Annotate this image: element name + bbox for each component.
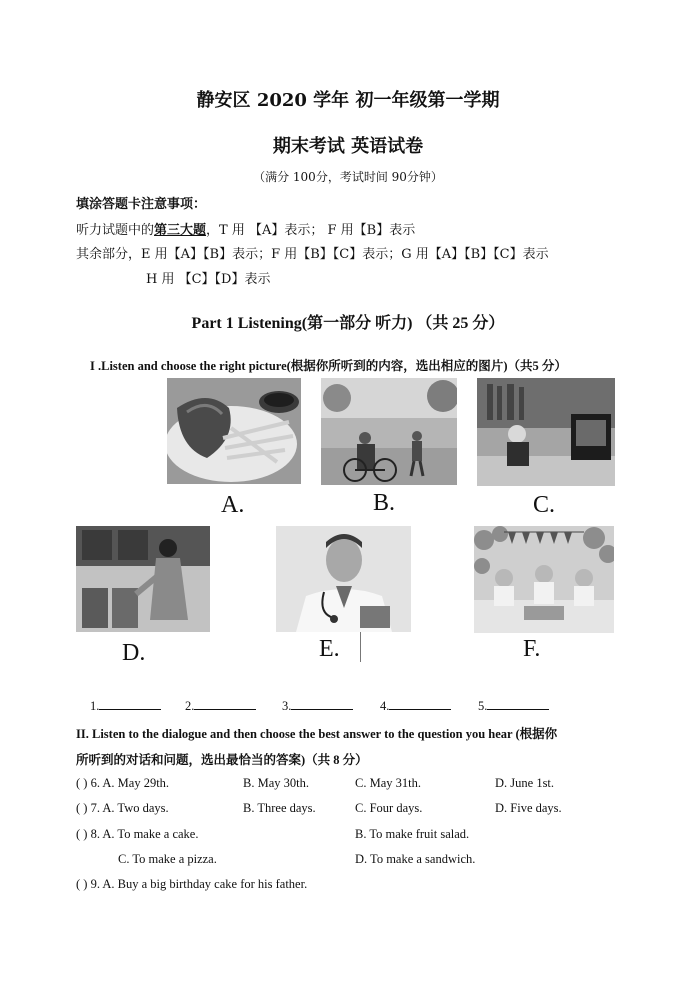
divider-line	[360, 632, 361, 662]
answer-blank-1[interactable]	[90, 699, 161, 714]
notice-heading: 填涂答题卡注意事项：	[76, 197, 207, 212]
question-7-option-b[interactable]: B. Three days.	[243, 801, 316, 815]
section2-title-line2: 所听到的对话和问题，选出最恰当的答案)（共 8 分）	[76, 753, 368, 767]
question-7-option-c[interactable]: C. Four days.	[355, 801, 423, 815]
question-6-option-d[interactable]: D. June 1st.	[495, 776, 555, 790]
trash-bin-illustration	[76, 526, 210, 632]
notice-line-1-suffix: ，T 用 【A】表示； F 用【B】表示	[206, 223, 416, 238]
notice-line-2: 其余部分，E 用【A】【B】表示；F 用【B】【C】表示；G 用【A】【B】【C】表示	[76, 247, 549, 262]
question-8-option-c[interactable]: C. To make a pizza.	[118, 852, 217, 866]
exam-title: 静安区 2020 学年 初一年级第一学期	[196, 90, 500, 111]
bicycle-picture	[321, 378, 457, 485]
blank-number-1: 1.	[90, 699, 100, 713]
bicycle-illustration	[321, 378, 457, 485]
food-illustration	[167, 378, 301, 484]
question-8-option-d[interactable]: D. To make a sandwich.	[355, 852, 476, 866]
birthday-party-picture	[474, 526, 614, 633]
part1-title: Part 1 Listening(第一部分 听力) （共 25 分）	[191, 315, 505, 332]
notice-line-1-emphasis: 第三大题	[154, 223, 207, 238]
answer-blank-5[interactable]	[478, 699, 549, 714]
doctor-picture	[276, 526, 411, 632]
question-6-stem[interactable]: ( ) 6. A. May 29th.	[76, 776, 170, 790]
section1-title: I .Listen and choose the right picture(根据你所听到的内容，选出相应的图片)（共5 分）	[90, 359, 567, 373]
picture-label-f: F.	[523, 636, 541, 662]
blank-line-2[interactable]	[194, 709, 256, 710]
answer-blank-4[interactable]	[380, 699, 451, 714]
question-9-stem[interactable]: ( ) 9. A. Buy a big birthday cake for his father.	[76, 877, 308, 891]
picture-label-d: D.	[122, 640, 146, 666]
notice-line-1	[76, 219, 415, 238]
blank-line-4[interactable]	[389, 709, 451, 710]
notice-line-1-prefix: 听力试题中的	[76, 223, 155, 238]
blank-number-3: 3.	[282, 699, 292, 713]
blank-number-5: 5.	[478, 699, 488, 713]
blank-number-2: 2.	[185, 699, 195, 713]
child-tv-picture	[477, 378, 615, 486]
blank-line-3[interactable]	[291, 709, 353, 710]
question-7-stem[interactable]: ( ) 7. A. Two days.	[76, 801, 169, 815]
picture-label-a: A.	[221, 492, 245, 518]
notice-line-3: H 用 【C】【D】表示	[146, 272, 271, 287]
picture-label-c: C.	[533, 492, 556, 518]
answer-blank-2[interactable]	[185, 699, 256, 714]
exam-subtitle: 期末考试 英语试卷	[272, 136, 424, 157]
blank-line-5[interactable]	[487, 709, 549, 710]
question-6-option-c[interactable]: C. May 31th.	[355, 776, 421, 790]
food-picture	[167, 378, 301, 484]
question-7-option-d[interactable]: D. Five days.	[495, 801, 562, 815]
picture-label-e: E.	[319, 636, 340, 662]
blank-number-4: 4.	[380, 699, 390, 713]
doctor-illustration	[276, 526, 411, 632]
blank-line-1[interactable]	[99, 709, 161, 710]
question-8-stem[interactable]: ( ) 8. A. To make a cake.	[76, 827, 199, 841]
trash-bin-picture	[76, 526, 210, 632]
picture-label-b: B.	[373, 490, 396, 516]
score-time-note: （满分 100分，考试时间 90分钟）	[253, 170, 443, 184]
child-tv-illustration	[477, 378, 615, 486]
answer-blank-3[interactable]	[282, 699, 353, 714]
section2-title-line1: II. Listen to the dialogue and then choose the best answer to the question you hear (根据你	[76, 727, 558, 741]
question-8-option-b[interactable]: B. To make fruit salad.	[355, 827, 470, 841]
birthday-party-illustration	[474, 526, 614, 633]
question-6-option-b[interactable]: B. May 30th.	[243, 776, 309, 790]
